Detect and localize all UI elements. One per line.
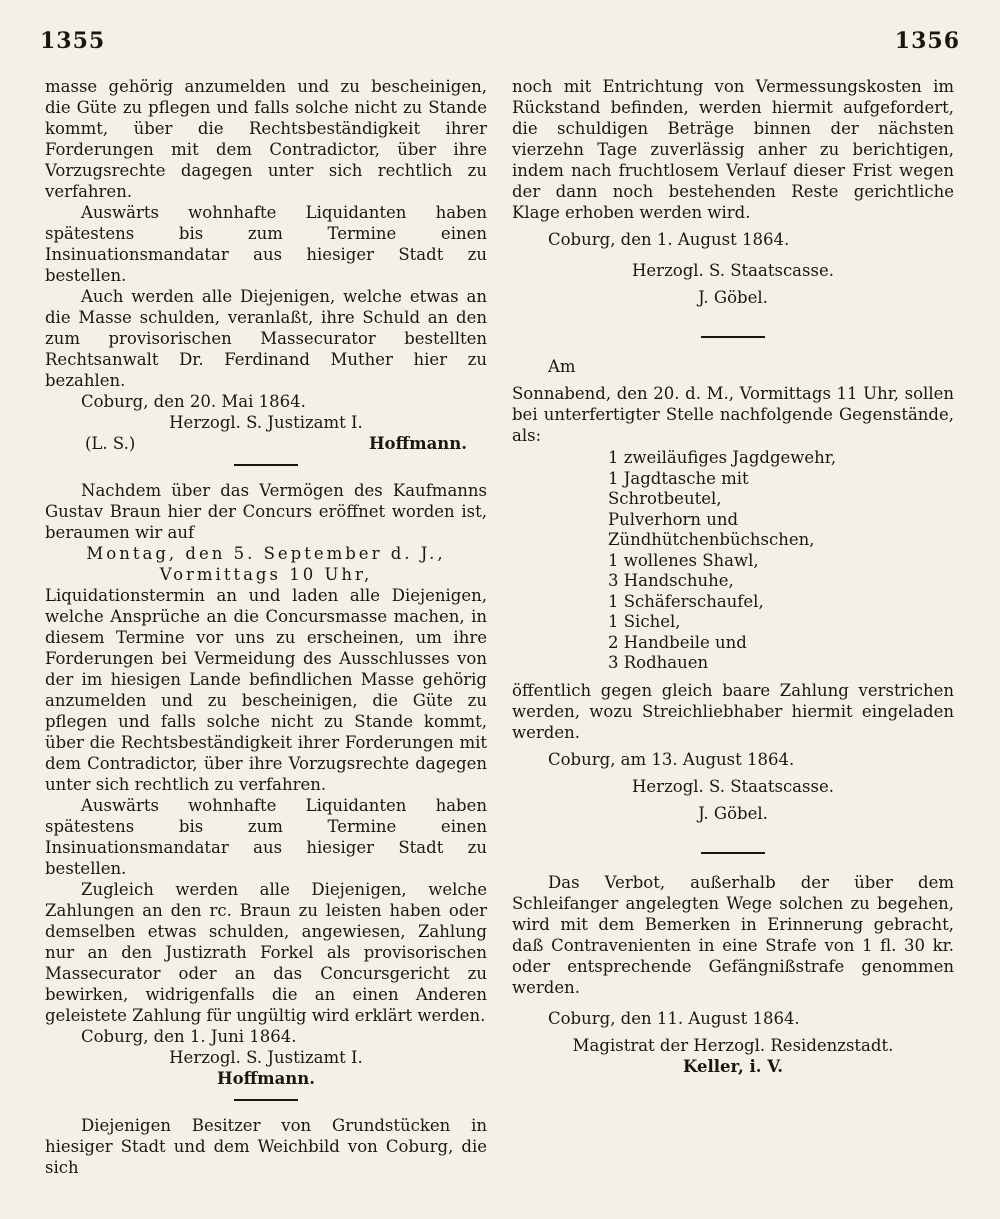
list-item: 1 Sichel, (608, 612, 681, 631)
notice-concurs-muther (45, 76, 487, 454)
notice-date: Coburg, den 1. Juni 1864. (81, 1027, 297, 1046)
notice-date: Coburg, am 13. August 1864. (548, 749, 795, 769)
notice-paragraph: Liquidationstermin an und laden alle Diejenigen, welche Ansprüche an die Concursmasse machen, in diesem Termine vor uns zu erscheinen, um ihre Forderungen bei Vermeidung des Ausschlusses von der im hiesigen Lande befindlichen Masse gehörig anzumelden und zu bescheinigen, die Güte zu pflegen und falls solche nicht zu Stande kommt, über die Rechtsbeständigkeit ihrer Forderungen mit dem Contradictor, über ihre Vorzugsrechte dagegen unter sich rechtlich zu verfahren. (45, 586, 487, 794)
notice-schleifanger (512, 872, 954, 1077)
notice-paragraph: Sonnabend, den 20. d. M., Vormittags 11 Uhr, sollen bei unterfertigter Stelle nachfolgende Gegenstände, als: (512, 384, 954, 445)
list-item: 3 Handschuhe, (608, 571, 734, 590)
section-divider (701, 852, 765, 854)
notice-date: Coburg, den 20. Mai 1864. (81, 392, 306, 411)
notice-date: Coburg, den 1. August 1864. (548, 230, 790, 249)
notice-paragraph: Zugleich werden alle Diejenigen, welche Zahlungen an den rc. Braun zu leisten haben oder demselben etwas schulden, angewiesen, Zahlung nur an den Justizrath Forkel als provisorischen Massecurator oder an das Concursgericht zu bewirken, widrigenfalls die an einen Anderen geleistete Zahlung für ungültig wird erklärt werden. (45, 880, 487, 1025)
list-item: 3 Rodhauen (608, 653, 709, 672)
right-column (512, 76, 954, 1077)
notice-authority: Magistrat der Herzogl. Residenzstadt. (572, 1035, 894, 1055)
list-item: 1 Schäferschaufel, (608, 591, 764, 611)
notice-date: Coburg, den 11. August 1864. (548, 1008, 800, 1028)
notice-signer: Hoffmann. (216, 1069, 316, 1088)
notice-concurs-braun (45, 480, 487, 1089)
notice-vermessung (512, 76, 954, 308)
list-item: 1 Jagdtasche mit (608, 468, 749, 488)
notice-heading: Am (548, 357, 576, 376)
notice-signer: Hoffmann. (368, 434, 467, 453)
auction-item-list (608, 448, 954, 674)
notice-paragraph: noch mit Entrichtung von Vermessungskosten im Rückstand befinden, werden hiermit aufgefordert, die schuldigen Beträge binnen der nächsten vierzehn Tage zuverlässig anher zu berichtigen, indem nach fruchtlosem Verlauf dieser Frist wegen der dann noch bestehenden Reste gerichtliche Klage erhoben werden wird. (512, 77, 954, 222)
notice-paragraph: masse gehörig anzumelden und zu bescheinigen, die Güte zu pflegen und falls solche nicht zu Stande kommt, über die Rechtsbeständigkeit ihrer Forderungen mit dem Contradictor, über ihre Vorzugsrechte dagegen unter sich rechtlich zu verfahren. (45, 77, 487, 201)
list-item: Zündhütchenbüchschen, (608, 530, 815, 549)
notice-authority: Herzogl. S. Staatscasse. (632, 776, 834, 796)
list-item: 1 zweiläufiges Jagdgewehr, (608, 448, 837, 467)
notice-paragraph: öffentlich gegen gleich baare Zahlung verstrichen werden, wozu Streichliebhaber hiermit eingeladen werden. (512, 680, 954, 742)
notice-paragraph: Das Verbot, außerhalb der über dem Schleifanger angelegten Wege solchen zu begehen, wird mit dem Bemerken in Erinnerung gebracht, daß Contravenienten in eine Strafe von 1 fl. 30 kr. oder entsprechende Gefängnißstrafe genommen werden. (512, 872, 954, 997)
list-item: 2 Handbeile und (608, 632, 747, 652)
notice-paragraph: Nachdem über das Vermögen des Kaufmanns Gustav Braun hier der Concurs eröffnet worden ist, beraumen wir auf (45, 481, 487, 542)
seal-mark: (L. S.) (85, 434, 136, 453)
section-divider (701, 336, 765, 338)
list-item: Schrotbeutel, (608, 489, 722, 508)
notice-paragraph: Auswärts wohnhafte Liquidanten haben spätestens bis zum Termine einen Insinuationsmandatar aus hiesiger Stadt zu bestellen. (45, 796, 487, 878)
notice-vermessung-start (45, 1115, 487, 1178)
notice-signer: J. Göbel. (698, 803, 768, 823)
notice-signer: Keller, i. V. (683, 1056, 783, 1076)
notice-paragraph: Diejenigen Besitzer von Grundstücken in hiesiger Stadt und dem Weichbild von Coburg, die sich (45, 1116, 487, 1177)
notice-authority: Herzogl. S. Justizamt I. (169, 413, 363, 432)
notice-authority: Herzogl. S. Staatscasse. (632, 261, 834, 280)
section-divider (234, 464, 298, 466)
list-item: 1 wollenes Shawl, (608, 550, 759, 570)
page-number-left: 1355 (40, 28, 106, 54)
page-number-right: 1356 (894, 28, 960, 54)
hearing-date: Montag, den 5. September d. J., (86, 544, 446, 563)
notice-paragraph: Auswärts wohnhafte Liquidanten haben spätestens bis zum Termine einen Insinuationsmandatar aus hiesiger Stadt zu bestellen. (45, 203, 487, 285)
notice-paragraph: Auch werden alle Diejenigen, welche etwas an die Masse schulden, veranlaßt, ihre Schuld an den zum provisorischen Massecurator bestellten Rechtsanwalt Dr. Ferdinand Muther hier zu bezahlen. (45, 287, 487, 390)
notice-authority: Herzogl. S. Justizamt I. (169, 1048, 363, 1067)
list-item: Pulverhorn und (608, 509, 739, 529)
hearing-time: Vormittags 10 Uhr, (159, 565, 373, 584)
left-column (45, 76, 487, 1178)
notice-auction (512, 356, 954, 824)
notice-signer: J. Göbel. (698, 288, 768, 307)
section-divider (234, 1099, 298, 1101)
